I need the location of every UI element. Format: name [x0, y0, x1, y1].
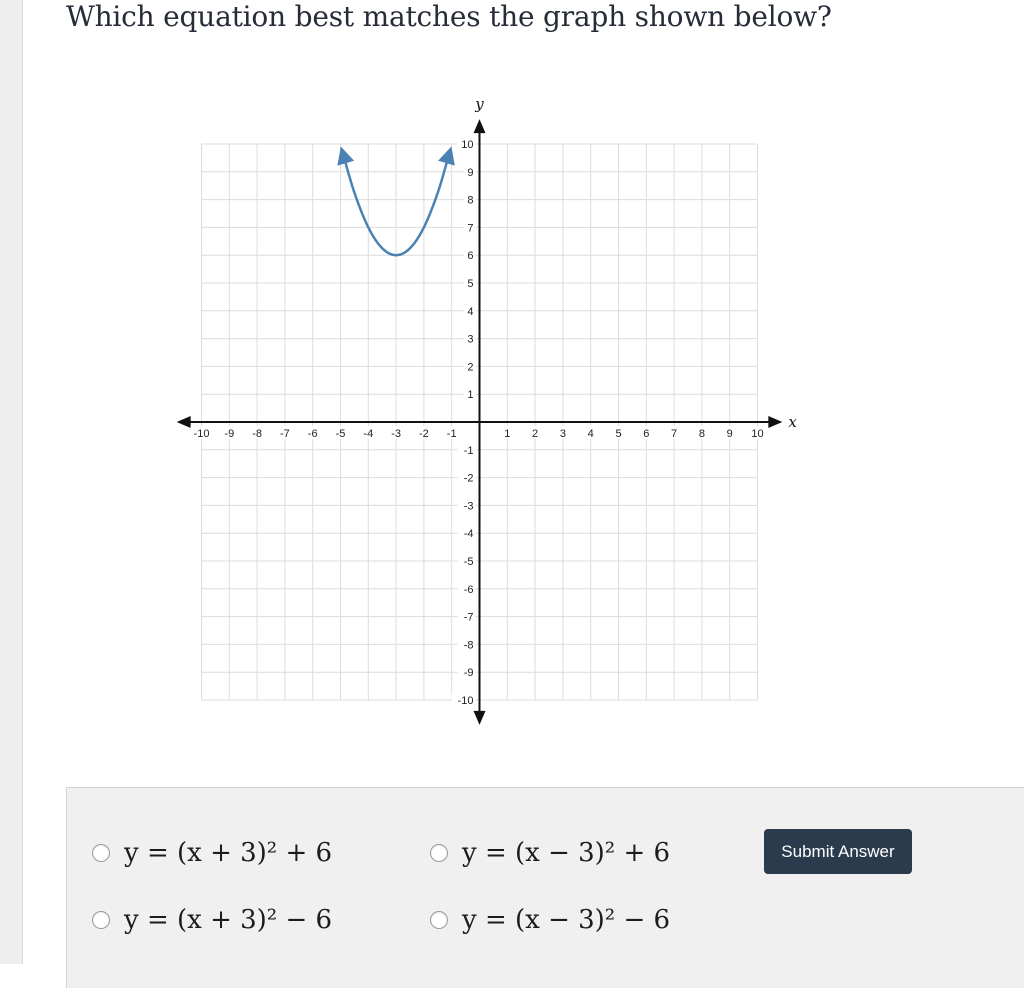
option-2[interactable]: [430, 838, 670, 868]
x-tick-label: 6: [643, 428, 650, 440]
y-tick-label: -3: [463, 500, 474, 513]
x-tick-label: -5: [335, 428, 346, 440]
x-tick-label: 5: [615, 428, 622, 440]
option-3-label: y = (x + 3)² − 6: [124, 905, 333, 935]
option-3[interactable]: [92, 905, 332, 935]
y-tick-label: 8: [467, 194, 474, 207]
x-tick-label: -8: [252, 428, 262, 440]
y-tick-label: -10: [457, 695, 474, 707]
option-2-radio[interactable]: [430, 844, 448, 862]
y-axis-label: y: [475, 95, 484, 114]
y-tick-label: -5: [463, 556, 474, 568]
submit-answer-button[interactable]: Submit Answer: [764, 829, 912, 874]
option-1-label: y = (x + 3)² + 6: [124, 838, 333, 868]
y-tick-label: -4: [463, 528, 474, 541]
y-axis-down-arrow-icon: [474, 711, 486, 725]
y-tick-label: 1: [467, 389, 474, 402]
y-tick-label: 2: [467, 361, 474, 374]
option-1[interactable]: [92, 838, 332, 868]
x-tick-label: 9: [726, 428, 733, 440]
x-tick-label: -2: [419, 428, 429, 440]
y-tick-label: -8: [463, 639, 474, 652]
y-tick-label: 5: [467, 278, 474, 290]
x-tick-label: 3: [559, 428, 566, 440]
x-axis-left-arrow-icon: [177, 416, 191, 428]
y-tick-label: 6: [467, 250, 474, 263]
x-tick-label: 7: [671, 428, 678, 440]
x-tick-label: -1: [446, 428, 457, 440]
x-tick-label: 1: [504, 428, 511, 440]
answer-panel: [66, 787, 1024, 988]
option-4-radio[interactable]: [430, 911, 448, 929]
y-tick-label: -1: [463, 444, 474, 457]
y-tick-label: -9: [463, 667, 474, 680]
x-tick-label: -9: [224, 428, 235, 440]
y-tick-label: 7: [467, 222, 474, 235]
y-tick-label: 9: [467, 166, 474, 179]
y-tick-label: -7: [463, 611, 474, 624]
x-tick-label: 4: [587, 428, 594, 440]
y-tick-label: -6: [463, 583, 474, 596]
y-tick-label: 3: [467, 333, 474, 346]
x-tick-label: 8: [698, 428, 705, 440]
x-tick-label: -4: [363, 428, 374, 440]
y-axis-up-arrow-icon: [474, 119, 486, 133]
option-1-radio[interactable]: [92, 844, 110, 862]
y-tick-label: 10: [461, 139, 474, 151]
x-tick-label: -6: [307, 428, 318, 440]
x-tick-label: -7: [280, 428, 290, 440]
option-3-radio[interactable]: [92, 911, 110, 929]
x-axis-right-arrow-icon: [768, 416, 782, 428]
x-tick-label: -10: [193, 428, 210, 440]
option-2-label: y = (x − 3)² + 6: [462, 838, 671, 868]
option-4-label: y = (x − 3)² − 6: [462, 905, 671, 935]
x-tick-label: -3: [391, 428, 401, 440]
option-4[interactable]: [430, 905, 670, 935]
x-axis-label: x: [788, 413, 797, 431]
graph-axes: [177, 95, 798, 725]
x-tick-label: 2: [532, 428, 539, 440]
y-tick-label: -2: [463, 472, 474, 485]
question-text: Which equation best matches the graph shown below?: [66, 0, 832, 33]
y-tick-label: 4: [467, 305, 474, 318]
x-tick-label: 10: [751, 428, 764, 440]
